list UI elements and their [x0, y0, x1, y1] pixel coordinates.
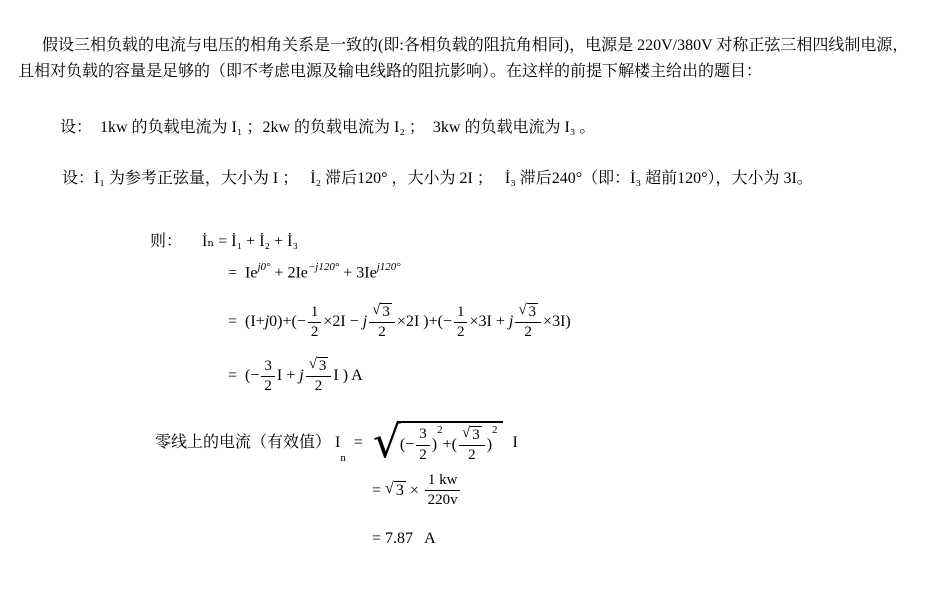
equation-rectangular-line: = (I+ j 0)+(− $\frac{1}{2}$ ×2I − j √ 3 2 ×2I )+(− $\frac{1}{2}$ ×3I + j √ 3 2 ×3I): [228, 302, 571, 341]
assumption-line-2: 设：İ₁ 为参考正弦量，大小为 I ； İ₂ 滞后120° ，大小为 2I ； İ₃ 滞后240°（即：İ₃ 超前120°），大小为 3I。: [62, 170, 813, 187]
equation-exponential-line: = $Ie^{j0^\circ} + 2Ie^{-j120^\circ} + 3Ie^{j120^\circ}$: [228, 261, 401, 282]
neutral-current-final-line: = 7.87 A: [372, 530, 436, 547]
neutral-current-rms-line: 零线上的电流（有效值） I n = √ (− $\frac{3}{2}$ ) $^2$ +( √ 3 2 ) $^2$ I: [155, 417, 518, 468]
intro-line-2: 且相对负载的容量是足够的（即不考虑电源及输电线路的阻抗影响）。在这样的前提下解楼主给出的题目：: [18, 63, 763, 80]
intro-line-1: 假设三相负载的电流与电压的相角关系是一致的(即:各相负载的阻抗角相同)，电源是 220V/380V 对称正弦三相四线制电源，: [42, 37, 909, 54]
equation-result-line: = (− $\frac{3}{2}$ I + j √ 3 2 I ) A: [228, 356, 363, 395]
assumption-line-1: 设： 1kw 的负载电流为 I₁ ；2kw 的负载电流为 I₂ ； 3kw 的负载电流为 I₃ 。: [60, 119, 596, 136]
equation-sum-line: 则： İₙ = İ₁ + İ₂ + İ₃: [150, 233, 299, 250]
neutral-current-sqrt3-line: = √ 3 × $\frac{1 kw}{220v}$: [372, 472, 462, 510]
